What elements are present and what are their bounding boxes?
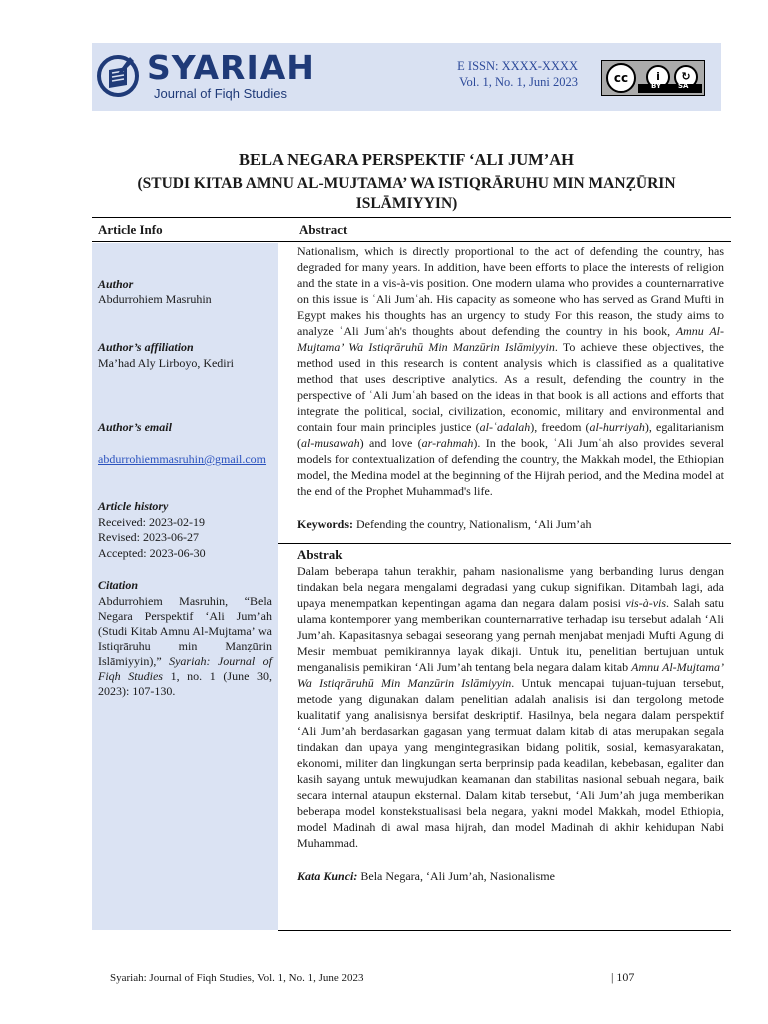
license-by-label: BY <box>651 82 662 90</box>
abstract-divider <box>278 543 731 544</box>
share-alike-icon: ↻ <box>674 65 698 89</box>
citation-journal: Syariah: Journal of Fiqh Studies <box>98 654 272 683</box>
abstract-indonesian <box>297 547 724 884</box>
book-title: Amnu Al-Mujtama’ Wa Istiqrāruhū Min Manzūrin Islāmiyyin <box>297 324 724 354</box>
journal-logo-icon <box>97 53 139 99</box>
cc-license-icon[interactable] <box>601 60 705 96</box>
term-rahmah: ar-rahmah <box>421 436 474 450</box>
revised-date: Revised: 2023-06-27 <box>98 530 199 544</box>
received-date: Received: 2023-02-19 <box>98 515 205 529</box>
cc-logo-icon: cc <box>606 63 636 93</box>
page-number: | 107 <box>611 970 635 984</box>
license-sa-label: SA <box>678 82 689 90</box>
abstract-text-part: ), egalitarianism ( <box>297 420 724 450</box>
keywords-english <box>297 516 724 532</box>
article-info-heading: Article Info <box>98 222 163 237</box>
citation-label: Citation <box>98 578 139 592</box>
bottom-rule <box>278 930 731 931</box>
abstract-text-part: . Untuk mencapai tujuan-tujuan tersebut, metode yang digunakan dalam penelitian adalah analisis isi dan tergolong metode kualitatif yang analisisnya bersifat deskriptif. Hasilnya, bela negara dalam perspektif ‘Ali Jum’ah berdasarkan gagasan yang termuat dalam kitab di atas merupakan segala tindakan dan upaya yang mengintegrasikan bidang politik, sosial, kemasyarakatan, ekonomi, militer dan lingkungan serta berprinsip pada keadilan, kebebasan, egaliter dan kasih sayang untuk mewujudkan keamanan dan stabilitas nasional sebuah negara, baik secara internal ataupun eksternal. Dalam kitab tersebut, ‘Ali Jum’ah juga memberikan beberapa model konstekstualisasi bela negara, yakni model Makkah, model Ethiopia, model Madinah di awal masa hijrah, dan model Madinah di akhir kehidupan Nabi Muhammad. <box>297 676 724 850</box>
author-name: Abdurrohiem Masruhin <box>98 292 212 306</box>
affiliation-label: Author’s affiliation <box>98 340 194 354</box>
keywords-indonesian <box>297 868 724 884</box>
citation-text <box>98 594 272 699</box>
journal-issn-block <box>457 58 578 90</box>
abstract-heading: Abstract <box>299 222 348 237</box>
abstract-text-part: ), freedom ( <box>530 420 590 434</box>
article-subtitle: (STUDI KITAB AMNU AL-MUJTAMA’ WA ISTIQRĀRUHU MIN MANẒŪRIN ISLĀMIYYIN) <box>137 175 676 212</box>
volume-text: Vol. 1, No. 1, Juni 2023 <box>459 75 578 89</box>
abstract-text-part: ) and love ( <box>359 436 422 450</box>
history-label: Article history <box>98 499 169 513</box>
abstract-text-part: . To achieve these objectives, the method used in this research is content analysis which is classified as a qualitative method that uses descriptive analytics. As a result, defending the country in the perspective of ʿAli Jumʿah based on the ideas in that book is all actions and efforts that integrate the political, social, civilization, economic, military and environmental and contain four main principles justice ( <box>297 340 724 434</box>
affiliation-value: Ma’had Aly Lirboyo, Kediri <box>98 356 234 370</box>
article-title: BELA NEGARA PERSPEKTIF ‘ALI JUM’AH <box>239 150 574 169</box>
journal-header <box>92 43 721 111</box>
abstract-text-part: ). In the book, ʿAli Jumʿah also provides several models for contextualization of defending the country, the Makkah model, the Ethiopian model, the Medina model at the beginning of the Hijrah period, and the Medina model at the end of the Prophet Muhammad's life. <box>297 436 724 498</box>
term-musawah: al-musawah <box>301 436 360 450</box>
abstract-text-part: Dalam beberapa tahun terakhir, paham nasionalisme yang berbanding lurus dengan tindakan bela negara mengalami degradasi yang cukup signifikan. Ditambah lagi, ada upaya menempatkan kepentingan agama dan negara dalam posisi <box>297 564 724 610</box>
license-strip <box>638 84 702 93</box>
abstract-english-text <box>297 243 724 499</box>
heading-rule <box>92 241 731 242</box>
abstract-text-part: Nationalism, which is directly proportional to the act of defending the country, has degraded for many years. In addition, have been efforts to place the interests of religion and the state in a vis-à-vis position. One modern ulama who provides a counternarrative on this issue is ʿAli Jumʿah. His capacity as someone who has served as Grand Mufti in Egypt makes his thoughts has an urgency to study For this reason, the study aims to analyze ʿAli Jumʿah's thoughts about defending the country in his book, <box>297 244 724 338</box>
book-title: Amnu Al-Mujtama’ Wa Istiqrāruhū Min Manzūrin Islāmiyyin <box>297 660 725 690</box>
kata-kunci-value: Bela Negara, ‘Ali Jum’ah, Nasionalisme <box>357 869 555 883</box>
kata-kunci-label: Kata Kunci: <box>297 869 358 883</box>
journal-subtitle: Journal of Fiqh Studies <box>154 86 287 101</box>
accepted-date: Accepted: 2023-06-30 <box>98 546 206 560</box>
top-rule <box>92 217 731 218</box>
attribution-icon: i <box>646 65 670 89</box>
issn-text: E ISSN: XXXX-XXXX <box>457 59 578 73</box>
citation-pre: Abdurrohiem Masruhin, “Bela Negara Perspektif ‘Ali Jum’ah (Studi Kitab Amnu Al-Mujtama’ wa Istiqrāruhu min Manẓūrin Islāmiyyin),” <box>98 594 272 668</box>
abstrak-heading: Abstrak <box>297 547 343 562</box>
footer-citation: Syariah: Journal of Fiqh Studies, Vol. 1, No. 1, June 2023 <box>110 972 364 984</box>
term-vis-a-vis: vis-à-vis <box>625 596 667 610</box>
abstract-indonesian-text <box>297 563 724 851</box>
keywords-label: Keywords: <box>297 517 353 531</box>
article-title-block <box>92 150 721 214</box>
citation-post: 1, no. 1 (June 30, 2023): 107-130. <box>98 669 273 698</box>
journal-name: SYARIAH <box>147 48 315 87</box>
abstract-english <box>297 243 724 532</box>
term-adalah: al-ʿadalah <box>479 420 531 434</box>
article-info-sidebar <box>92 243 278 930</box>
author-email-link[interactable]: abdurrohiemmasruhin@gmail.com <box>98 452 267 466</box>
term-hurriyah: al-hurriyah <box>589 420 645 434</box>
author-label: Author <box>98 277 134 291</box>
email-label: Author’s email <box>98 420 172 434</box>
keywords-value: Defending the country, Nationalism, ‘Ali Jum’ah <box>353 517 592 531</box>
abstract-text-part: . Salah satu ulama kontemporer yang memberikan counternarrative terhadap isu tersebut adalah ‘Ali Jum’ah. Kapasitasnya sebagai seseorang yang pernah menjabat menjadi Mufti Agung di Mesir membuat pemikirannya layak dikaji. Untuk itu, penelitian bertujuan untuk menganalisis pemikiran ‘Ali Jum’ah tentang bela negara dalam kitab <box>297 596 724 674</box>
